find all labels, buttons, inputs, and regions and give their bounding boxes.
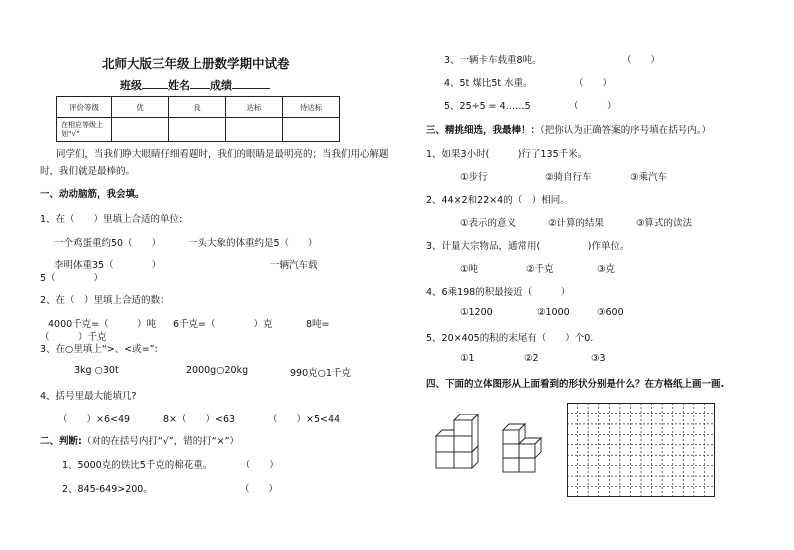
judge-4: 4、5t 煤比5t 水重。 [444, 78, 533, 89]
question-2a: 4000千克=（ ）吨 [48, 319, 157, 330]
question-1: 1、在（ ）里填上合适的单位: [40, 214, 183, 225]
choice-1-opt-3[interactable]: ③乘汽车 [630, 172, 668, 183]
choice-3-opt-3[interactable]: ③克 [597, 264, 616, 275]
question-1a: 一个鸡蛋重约50（ ） [54, 238, 162, 249]
choice-1: 1、如果3小时( )行了135千米。 [426, 149, 588, 160]
choice-1-opt-2[interactable]: ②骑自行车 [545, 172, 592, 183]
section-2-note: （对的在括号内打“√”，错的打“×”） [81, 436, 240, 447]
eval-cell-needs-work[interactable] [283, 118, 340, 142]
question-2c: 8吨= [306, 319, 330, 330]
choice-2-opt-1[interactable]: ①表示的意义 [460, 218, 517, 229]
judge-3: 3、一辆卡车载重8吨。 [444, 55, 542, 66]
name-blank[interactable] [190, 79, 210, 89]
section-4-title: 四、下面的立体图形从上面看到的形状分别是什么？在方格纸上画一画. [426, 379, 725, 390]
judge-3-blank[interactable]: （ ） [622, 55, 661, 66]
question-4: 4、括号里最大能填几? [40, 391, 137, 402]
question-4b: 8×（ ）<63 [163, 414, 236, 425]
question-3b: 2000g○20kg [186, 365, 249, 376]
eval-cell-pass[interactable] [226, 118, 283, 142]
question-3c: 990克○1千克 [290, 368, 351, 379]
eval-cell-excellent[interactable] [112, 118, 169, 142]
evaluation-table [56, 96, 340, 142]
section-3-heading [426, 122, 711, 136]
judge-2: 2、845-649>200。 [62, 484, 153, 495]
question-1c: 李明体重35（ ） [54, 260, 162, 271]
choice-5-opt-1[interactable]: ①1 [460, 353, 475, 364]
choice-2: 2、44×2和22×4的（ ）相同。 [426, 195, 570, 206]
choice-4-opt-2[interactable]: ②1000 [537, 307, 570, 318]
question-1d: 一辆汽车载 [270, 260, 318, 271]
eval-cell-good[interactable] [169, 118, 226, 142]
choice-5-opt-2[interactable]: ②2 [524, 353, 539, 364]
choice-4: 4、6乘198的积最接近（ ） [426, 287, 571, 298]
choice-4-opt-1[interactable]: ①1200 [460, 307, 493, 318]
choice-5-opt-3[interactable]: ③3 [591, 353, 606, 364]
choice-4-opt-3[interactable]: ③600 [597, 307, 624, 318]
judge-1: 1、5000克的铁比5千克的棉花重。 （ ） [62, 460, 279, 471]
question-2: 2、在（ ）里填上合适的数： [40, 295, 170, 306]
section-3-title: 三、精挑细选，我最棒！： [426, 125, 541, 136]
question-4a: （ ）×6<49 [58, 414, 131, 425]
question-1e: 5（ ） [40, 273, 104, 284]
question-2b: 6千克=（ ）克 [173, 319, 273, 330]
name-label: 姓名 [168, 79, 190, 92]
eval-header-grade: 评价等级 [57, 97, 112, 118]
choice-2-opt-3[interactable]: ③算式的读法 [636, 218, 693, 229]
score-blank[interactable] [232, 79, 270, 89]
eval-header-excellent: 优 [112, 97, 169, 118]
section-3-note: （把你认为正确答案的序号填在括号内。） [540, 125, 712, 136]
question-2d: （ ）千克 [40, 332, 107, 343]
intro-line-1: 同学们，当我们睁大眼睛仔细看题时，我们的眼睛是最明亮的；当我们用心解题 [56, 149, 389, 160]
intro-line-2: 时，我们就是最棒的。 [40, 166, 136, 177]
choice-5: 5、20×405的积的末尾有（ ）个0. [426, 333, 594, 344]
eval-header-needs-work: 待达标 [283, 97, 340, 118]
judge-5-blank[interactable]: （ ） [569, 101, 617, 112]
choice-3-opt-2[interactable]: ②千克 [526, 264, 554, 275]
eval-header-good: 良 [169, 97, 226, 118]
question-3: 3、在○里填上“>、<或=”: [40, 344, 158, 355]
section-2-title: 二、判断: [40, 436, 82, 447]
eval-header-pass: 达标 [226, 97, 283, 118]
eval-row-label: 在相应等级上划“√” [57, 118, 112, 142]
question-3a: 3kg ○30t [74, 365, 119, 376]
grid-paper[interactable] [567, 403, 715, 497]
student-info-line [120, 77, 270, 93]
block-figure-1 [432, 414, 494, 476]
page-title: 北师大版三年级上册数学期中试卷 [102, 56, 290, 71]
question-1b: 一头大象的体重约是5（ ） [188, 238, 318, 249]
judge-2-blank[interactable]: （ ） [240, 484, 279, 495]
judge-4-blank[interactable]: （ ） [574, 78, 613, 89]
question-4c: （ ）×5<44 [268, 414, 341, 425]
choice-3: 3、计量大宗物品，通常用( )作单位。 [426, 241, 630, 252]
block-figure-2 [497, 418, 559, 474]
class-label: 班级 [120, 79, 142, 92]
judge-5: 5、25÷5 = 4……5 [444, 101, 531, 112]
choice-3-opt-1[interactable]: ①吨 [460, 264, 479, 275]
section-2-heading [40, 433, 239, 447]
section-1-title: 一、动动脑筋，我会填。 [40, 189, 145, 200]
choice-1-opt-1[interactable]: ①步行 [460, 172, 488, 183]
class-blank[interactable] [142, 79, 168, 89]
score-label: 成绩 [210, 79, 232, 92]
choice-2-opt-2[interactable]: ②计算的结果 [548, 218, 605, 229]
